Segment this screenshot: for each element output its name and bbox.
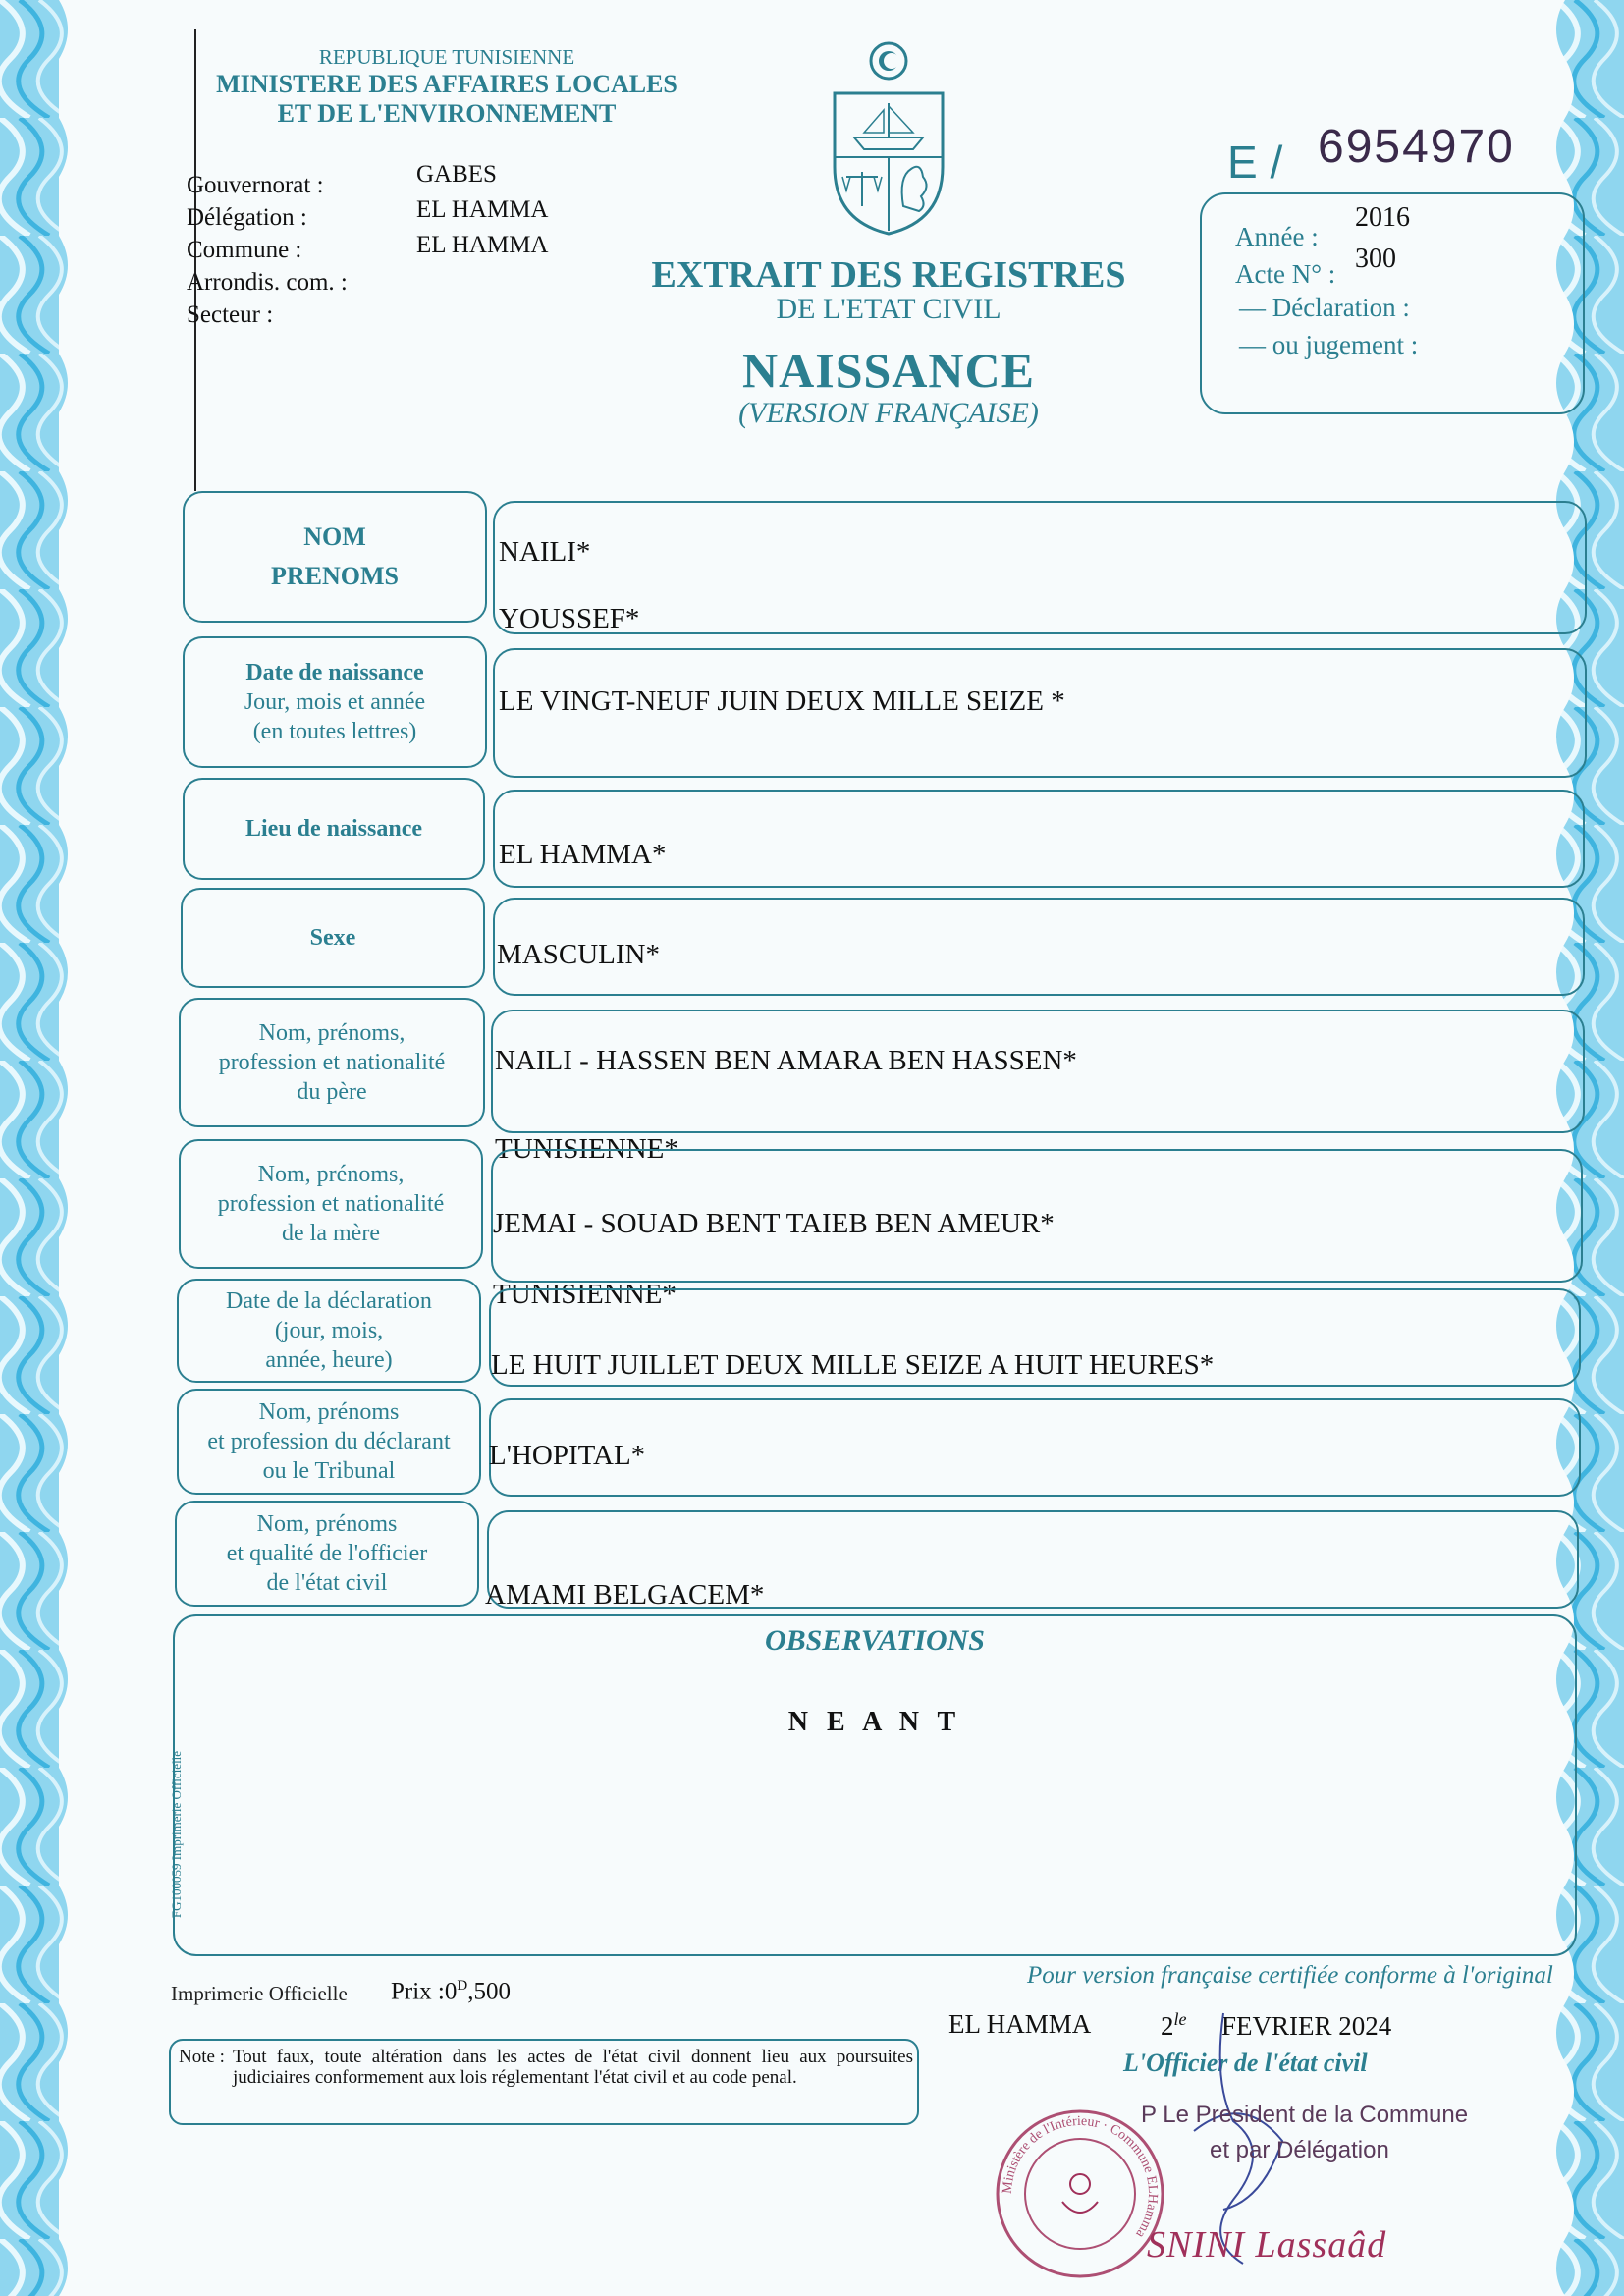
label-pere bbox=[179, 998, 485, 1127]
label-declarant bbox=[177, 1389, 481, 1495]
annee-label: Année : bbox=[1235, 222, 1319, 251]
label-officier-line3: de l'état civil bbox=[266, 1570, 388, 1596]
label-declaration bbox=[177, 1279, 481, 1383]
arrondis-label: Arrondis. com. : bbox=[187, 269, 348, 296]
label-pere-line1: Nom, prénoms, bbox=[258, 1020, 406, 1046]
value-box-declarant bbox=[489, 1398, 1581, 1497]
serial-number: 6954970 bbox=[1318, 121, 1515, 173]
note-text: Tout faux, toute altération dans les actes de l'état civil donnent lieu aux poursuites judiciaires conformement aux lois réglementant l'état civil et au code penal. bbox=[232, 2047, 913, 2088]
ministry-line2: ET DE L'ENVIRONNEMENT bbox=[277, 99, 617, 128]
ministry-line1: MINISTERE DES AFFAIRES LOCALES bbox=[216, 70, 677, 98]
secteur-label: Secteur : bbox=[187, 301, 274, 328]
label-date-line1: Date de naissance bbox=[245, 660, 424, 685]
label-officier-line2: et qualité de l'officier bbox=[226, 1541, 428, 1566]
gouvernorat-label: Gouvernorat : bbox=[187, 172, 324, 198]
label-prenoms: PRENOMS bbox=[271, 562, 399, 590]
nom-value: NAILI* bbox=[499, 536, 591, 568]
label-declarant-line2: et profession du déclarant bbox=[207, 1429, 451, 1454]
document-title bbox=[609, 253, 1168, 430]
label-date-line2: Jour, mois et année bbox=[244, 689, 426, 715]
official-stamp bbox=[992, 2105, 1168, 2282]
acte-value: 300 bbox=[1355, 244, 1396, 274]
imprimerie-label: Imprimerie Officielle bbox=[171, 1982, 348, 2005]
president-line1: P Le President de la Commune bbox=[1141, 2102, 1469, 2128]
label-sexe-text: Sexe bbox=[309, 925, 356, 951]
label-pere-line3: du père bbox=[297, 1079, 367, 1105]
mere-nationality: TUNISIENNE* bbox=[493, 1279, 677, 1310]
place-value: EL HAMMA bbox=[948, 2009, 1092, 2039]
delegation-label: Délégation : bbox=[187, 204, 307, 231]
declaration-label: — Déclaration : bbox=[1239, 293, 1410, 322]
label-pere-line2: profession et nationalité bbox=[218, 1050, 446, 1075]
label-lieu-naissance bbox=[183, 778, 485, 880]
label-officier-line1: Nom, prénoms bbox=[256, 1511, 398, 1537]
ministry-header bbox=[187, 45, 707, 129]
label-declarant-line3: ou le Tribunal bbox=[262, 1458, 396, 1484]
label-lieu-text: Lieu de naissance bbox=[244, 816, 423, 842]
value-box-nom bbox=[493, 501, 1587, 634]
sexe-value: MASCULIN* bbox=[497, 939, 660, 970]
title-main: NAISSANCE bbox=[742, 343, 1035, 398]
commune-value: EL HAMMA bbox=[416, 232, 549, 258]
observations-value: N E A N T bbox=[787, 1707, 962, 1737]
serial-prefix: E / bbox=[1227, 137, 1283, 188]
label-sexe bbox=[181, 888, 485, 988]
label-decl-line1: Date de la déclaration bbox=[226, 1288, 432, 1314]
mere-value: JEMAI - SOUAD BENT TAIEB BEN AMEUR* bbox=[493, 1208, 1055, 1239]
commune-label: Commune : bbox=[187, 237, 302, 263]
date-month-year: FEVRIER 2024 bbox=[1221, 2011, 1392, 2041]
title-line1: EXTRAIT DES REGISTRES bbox=[651, 254, 1126, 296]
observations-title: OBSERVATIONS bbox=[765, 1624, 985, 1657]
label-decl-line2: (jour, mois, bbox=[274, 1318, 384, 1343]
date-naissance-value: LE VINGT-NEUF JUIN DEUX MILLE SEIZE * bbox=[499, 685, 1065, 717]
prix-sup: D bbox=[457, 1978, 468, 1994]
label-mere-line1: Nom, prénoms, bbox=[257, 1162, 405, 1187]
prix-label: Prix :0 bbox=[391, 1978, 458, 2005]
admin-info bbox=[187, 169, 348, 331]
jugement-label: — ou jugement : bbox=[1239, 330, 1419, 359]
lieu-naissance-value: EL HAMMA* bbox=[499, 839, 667, 870]
declaration-value: LE HUIT JUILLET DEUX MILLE SEIZE A HUIT HEURES* bbox=[491, 1349, 1215, 1381]
decorative-border-left bbox=[0, 0, 77, 2296]
label-date-naissance bbox=[183, 636, 487, 768]
coat-of-arms-emblem bbox=[825, 39, 952, 236]
pere-value: NAILI - HASSEN BEN AMARA BEN HASSEN* bbox=[495, 1045, 1077, 1076]
date-day-value: 2 bbox=[1161, 2011, 1174, 2041]
title-version: (VERSION FRANÇAISE) bbox=[738, 397, 1039, 429]
officier-value: AMAMI BELGACEM* bbox=[485, 1579, 765, 1611]
certified-text: Pour version française certifiée conforme à l'original bbox=[1027, 1962, 1553, 1989]
title-line2: DE L'ETAT CIVIL bbox=[776, 293, 1001, 325]
label-mere-line2: profession et nationalité bbox=[217, 1191, 445, 1217]
side-print: FG100059 Imprimerie Officielle bbox=[169, 1750, 184, 1919]
label-declarant-line1: Nom, prénoms bbox=[258, 1399, 400, 1425]
note-label: Note : bbox=[179, 2047, 225, 2067]
delegation-value: EL HAMMA bbox=[416, 196, 549, 223]
label-mere bbox=[179, 1139, 483, 1269]
declarant-value: L'HOPITAL* bbox=[489, 1440, 646, 1471]
date-day-sup: le bbox=[1173, 2009, 1187, 2029]
signature-name: SNINI Lassaâd bbox=[1147, 2224, 1387, 2266]
president-line2: et par Délégation bbox=[1210, 2137, 1389, 2163]
label-mere-line3: de la mère bbox=[282, 1221, 380, 1246]
annee-value: 2016 bbox=[1355, 202, 1410, 233]
note-content bbox=[179, 2047, 913, 2088]
label-nom-prenoms bbox=[183, 491, 487, 623]
prix-value: ,500 bbox=[467, 1978, 511, 2005]
observations-box bbox=[173, 1614, 1577, 1956]
prix bbox=[391, 1978, 511, 2005]
stamp-text: Ministère de l'Intérieur · Commune ELHamma bbox=[1000, 2113, 1161, 2241]
republic-label: REPUBLIQUE TUNISIENNE bbox=[318, 45, 575, 69]
admin-values bbox=[416, 157, 549, 263]
label-officier bbox=[175, 1501, 479, 1607]
prenom-value: YOUSSEF* bbox=[499, 603, 640, 634]
officier-title: L'Officier de l'état civil bbox=[1123, 2049, 1368, 2077]
acte-label: Acte N° : bbox=[1235, 259, 1336, 289]
label-decl-line3: année, heure) bbox=[265, 1347, 393, 1373]
label-nom: NOM bbox=[303, 522, 366, 551]
pere-nationality: TUNISIENNE* bbox=[495, 1133, 678, 1165]
label-date-line3: (en toutes lettres) bbox=[252, 719, 417, 744]
gouvernorat-value: GABES bbox=[416, 161, 497, 188]
